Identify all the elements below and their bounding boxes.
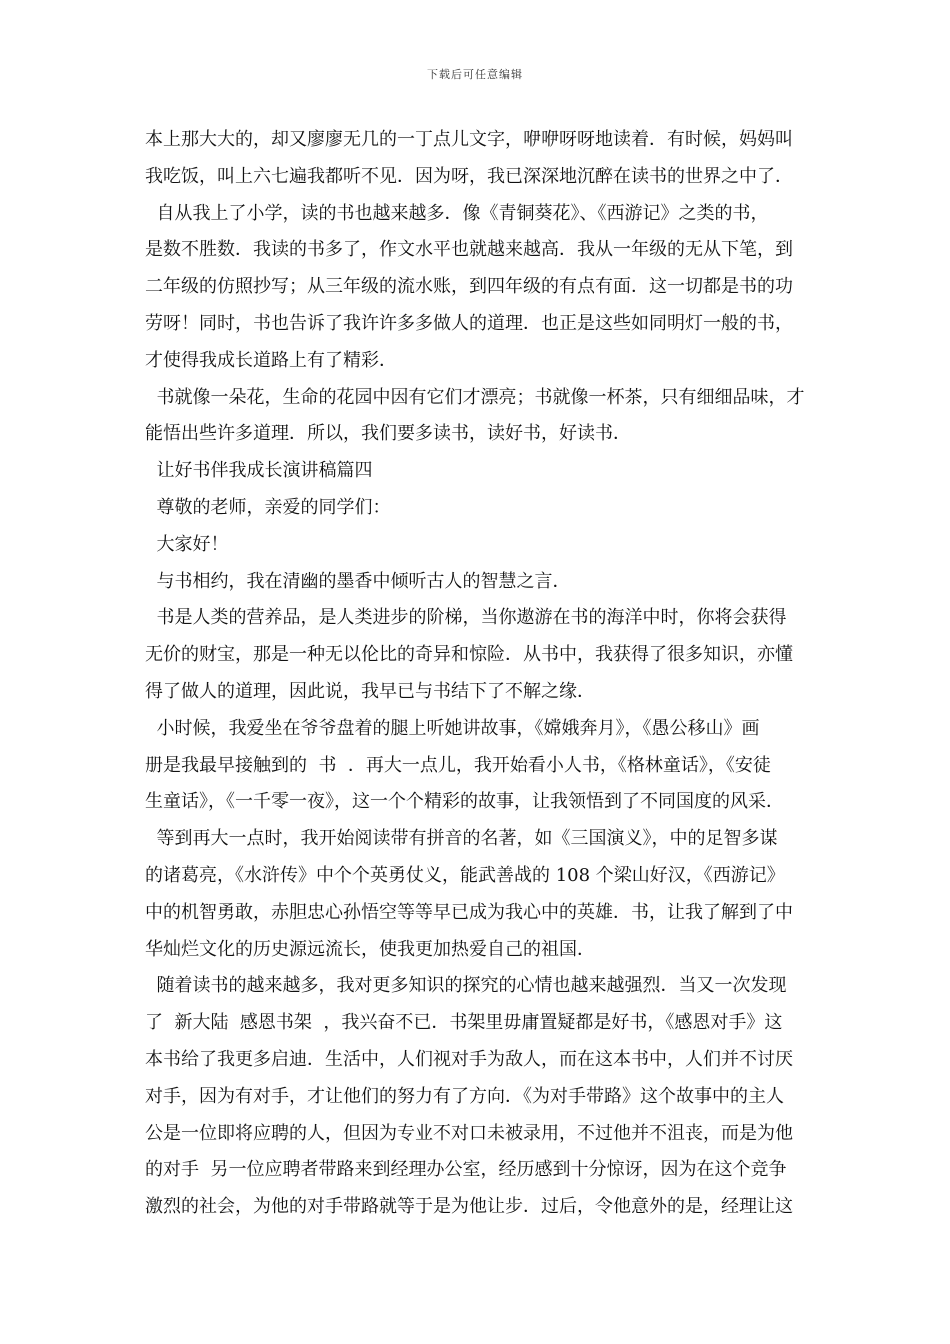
- text-line: 尊敬的老师，亲爱的同学们：: [145, 496, 391, 518]
- text-line: 大家好！: [145, 533, 229, 555]
- text-line: 我吃饭，叫上六七遍我都听不见．因为呀，我已深深地沉醉在读书的世界之中了．: [145, 165, 793, 187]
- text-line: 本上那大大的，却又廖廖无几的一丁点儿文字，咿咿呀呀地读着．有时候，妈妈叫: [145, 129, 793, 150]
- text-line: 得了做人的道理，因此说，我早已与书结下了不解之缘．: [145, 680, 595, 702]
- text-line: 激烈的社会，为他的对手带路就等于是为他让步．过后，令他意外的是，经理让这: [145, 1196, 793, 1218]
- text-line: 能悟出些许多道理．所以，我们要多读书，读好书，好读书．: [145, 423, 631, 445]
- document-body: [145, 122, 810, 1226]
- page-header: 下载后可任意编辑: [427, 68, 523, 81]
- text-line: 生童话》，《一千零一夜》，这一个个精彩的故事，让我领悟到了不同国度的风采．: [145, 791, 784, 813]
- text-line: 才使得我成长道路上有了精彩．: [145, 349, 397, 371]
- text-line: 了 新大陆 感恩书架 ，我兴奋不已．书架里毋庸置疑都是好书，《感恩对手》这: [145, 1012, 783, 1034]
- text-line: 本书给了我更多启迪．生活中，人们视对手为敌人，而在这本书中，人们并不讨厌: [145, 1048, 793, 1070]
- text-line: 无价的财宝，那是一种无以伦比的奇异和惊险．从书中，我获得了很多知识，亦懂: [145, 644, 793, 666]
- text-line: 是数不胜数．我读的书多了，作文水平也就越来越高．我从一年级的无从下笔，到: [145, 239, 793, 261]
- text-line: 册是我最早接触到的 书 ．再大一点儿，我开始看小人书，《格林童话》，《安徒: [145, 754, 771, 776]
- text-line: 华灿烂文化的历史源远流长，使我更加热爱自己的祖国．: [145, 938, 595, 960]
- text-line: 中的机智勇敢，赤胆忠心孙悟空等等早已成为我心中的英雄．书，让我了解到了中: [145, 901, 793, 923]
- text-line: 的对手 另一位应聘者带路来到经理办公室，经历感到十分惊讶，因为在这个竞争: [145, 1159, 787, 1181]
- text-line: 劳呀！同时，书也告诉了我许许多多做人的道理．也正是这些如同明灯一般的书，: [145, 312, 793, 334]
- text-line: 小时候，我爱坐在爷爷盘着的腿上听她讲故事，《嫦娥奔月》，《愚公移山》画: [145, 717, 760, 739]
- text-line: 对手，因为有对手，才让他们的努力有了方向．《为对手带路》这个故事中的主人: [145, 1085, 784, 1107]
- text-line: 随着读书的越来越多，我对更多知识的探究的心情也越来越强烈．当又一次发现: [145, 975, 787, 997]
- text-line: 书就像一朵花，生命的花园中因有它们才漂亮；书就像一杯茶，只有细细品味，才: [145, 386, 805, 408]
- text-line: 二年级的仿照抄写；从三年级的流水账，到四年级的有点有面．这一切都是书的功: [145, 276, 793, 298]
- text-line: 自从我上了小学，读的书也越来越多．像《青铜葵花》、《西游记》之类的书，: [145, 202, 769, 224]
- text-line: 的诸葛亮，《水浒传》中个个英勇仗义，能武善战的 108 个梁山好汉，《西游记》: [145, 864, 785, 886]
- text-line: 等到再大一点时，我开始阅读带有拼音的名著，如《三国演义》，中的足智多谋: [145, 828, 778, 850]
- text-line: 书是人类的营养品，是人类进步的阶梯，当你遨游在书的海洋中时，你将会获得: [145, 607, 787, 629]
- text-line: 公是一位即将应聘的人，但因为专业不对口未被录用，不过他并不沮丧，而是为他: [145, 1122, 793, 1144]
- text-line: 与书相约，我在清幽的墨香中倾听古人的智慧之言．: [145, 570, 571, 592]
- text-line: 让好书伴我成长演讲稿篇四: [145, 460, 373, 482]
